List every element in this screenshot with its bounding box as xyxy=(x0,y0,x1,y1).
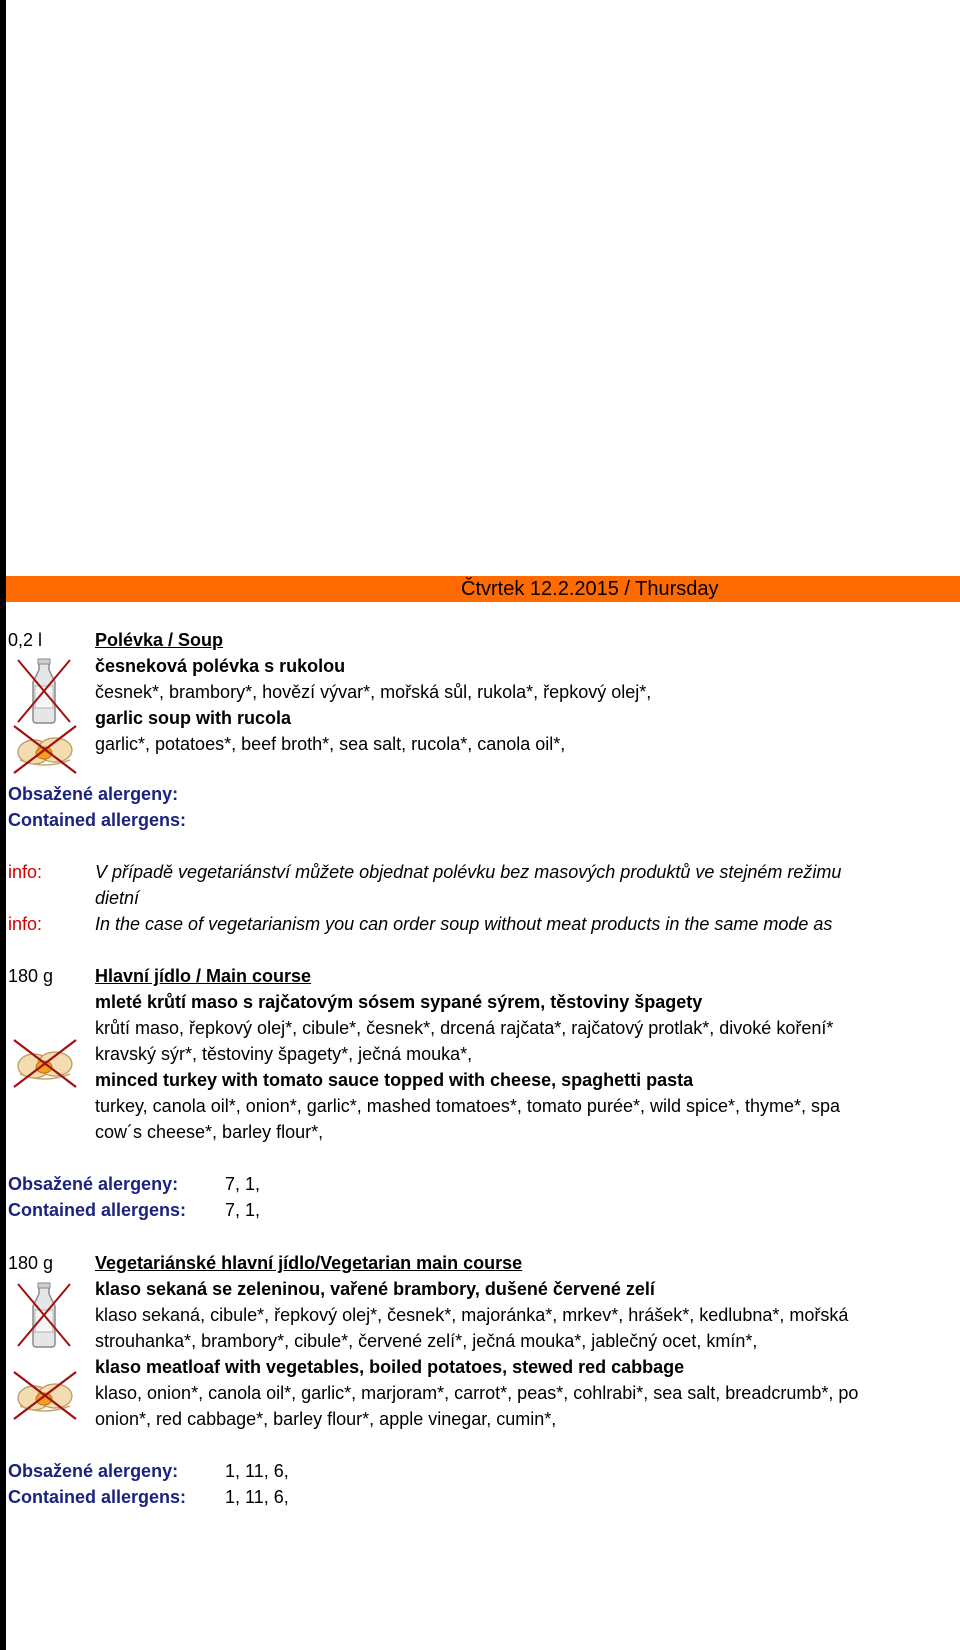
soup-allergens-label-cz: Obsažené alergeny: xyxy=(8,784,179,804)
soup-name-cz: česneková polévka s rukolou xyxy=(95,656,346,676)
veg-heading: Vegetariánské hlavní jídlo/Vegetarian main course xyxy=(95,1253,523,1273)
no-milk-icon xyxy=(14,656,74,726)
veg-ingredients-en-1: klaso, onion*, canola oil*, garlic*, marjoram*, carrot*, peas*, cohlrabi*, sea salt, breadcrumb*, po xyxy=(95,1383,859,1403)
soup-allergens-label-en: Contained allergens: xyxy=(8,810,187,830)
veg-ingredients-cz-1: klaso sekaná, cibule*, řepkový olej*, česnek*, majoránka*, mrkev*, hrášek*, kedlubna*, mořská xyxy=(95,1305,849,1325)
veg-name-en: klaso meatloaf with vegetables, boiled potatoes, stewed red cabbage xyxy=(95,1357,685,1377)
main-portion: 180 g xyxy=(8,966,54,986)
veg-name-cz: klaso sekaná se zeleninou, vařené brambory, dušené červené zelí xyxy=(95,1279,655,1299)
veg-portion: 180 g xyxy=(8,1253,54,1273)
info-text-cz-cont: dietní xyxy=(95,888,140,908)
soup-portion: 0,2 l xyxy=(8,630,43,650)
info-text-cz: V případě vegetariánství můžete objednat polévku bez masových produktů ve stejném režimu xyxy=(95,862,842,882)
main-name-cz: mleté krůtí maso s rajčatovým sósem sypané sýrem, těstoviny špagety xyxy=(95,992,703,1012)
main-heading: Hlavní jídlo / Main course xyxy=(95,966,312,986)
main-name-en: minced turkey with tomato sauce topped with cheese, spaghetti pasta xyxy=(95,1070,694,1090)
soup-heading: Polévka / Soup xyxy=(95,630,224,650)
veg-allergens-cz: 1, 11, 6, xyxy=(225,1461,289,1481)
veg-allergens-label-en: Contained allergens: xyxy=(8,1487,187,1507)
veg-ingredients-cz-2: strouhanka*, brambory*, cibule*, červené zelí*, ječná mouka*, jablečný ocet, kmín*, xyxy=(95,1331,758,1351)
veg-allergens-label-cz: Obsažené alergeny: xyxy=(8,1461,179,1481)
main-allergens-label-en: Contained allergens: xyxy=(8,1200,187,1220)
no-egg-icon xyxy=(10,1368,80,1423)
soup-name-en: garlic soup with rucola xyxy=(95,708,292,728)
main-allergens-label-cz: Obsažené alergeny: xyxy=(8,1174,179,1194)
no-egg-icon xyxy=(10,722,80,777)
info-text-en: In the case of vegetarianism you can order soup without meat products in the same mode as xyxy=(95,914,833,934)
main-ingredients-cz-1: krůtí maso, řepkový olej*, cibule*, česnek*, drcená rajčata*, rajčatový protlak*, divoké koření* xyxy=(95,1018,834,1038)
info-label-en: info: xyxy=(8,914,43,934)
main-ingredients-cz-2: kravský sýr*, těstoviny špagety*, ječná mouka*, xyxy=(95,1044,473,1064)
main-ingredients-en-1: turkey, canola oil*, onion*, garlic*, mashed tomatoes*, tomato purée*, wild spice*, thyme*, spa xyxy=(95,1096,841,1116)
soup-ingredients-cz: česnek*, brambory*, hovězí vývar*, mořská sůl, rukola*, řepkový olej*, xyxy=(95,682,652,702)
info-label-cz: info: xyxy=(8,862,43,882)
main-allergens-en: 7, 1, xyxy=(225,1200,261,1220)
veg-allergens-en: 1, 11, 6, xyxy=(225,1487,289,1507)
date-title: Čtvrtek 12.2.2015 / Thursday xyxy=(461,578,719,600)
soup-ingredients-en: garlic*, potatoes*, beef broth*, sea salt, rucola*, canola oil*, xyxy=(95,734,566,754)
veg-ingredients-en-2: onion*, red cabbage*, barley flour*, apple vinegar, cumin*, xyxy=(95,1409,557,1429)
left-border xyxy=(0,0,6,1650)
no-egg-icon xyxy=(10,1036,80,1091)
main-allergens-cz: 7, 1, xyxy=(225,1174,261,1194)
date-banner xyxy=(6,576,960,602)
main-ingredients-en-2: cow´s cheese*, barley flour*, xyxy=(95,1122,324,1142)
no-milk-icon xyxy=(14,1280,74,1350)
